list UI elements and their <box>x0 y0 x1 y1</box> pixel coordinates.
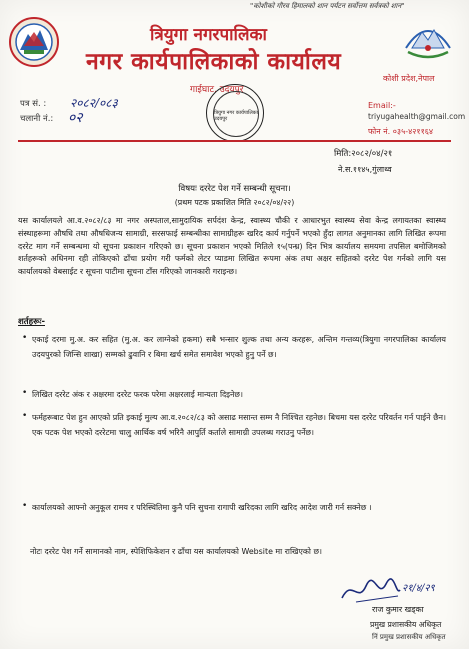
letter-no-label: पत्र सं. : <box>20 99 47 109</box>
koshi-province-logo-icon <box>402 18 454 68</box>
subject-line: विषयः दररेट पेश गर्ने सम्बन्धी सूचना। <box>178 184 291 194</box>
signatory-subtitle: निं प्रमुख प्रशासकीय अधिकृत <box>372 633 446 641</box>
publication-date: (प्रथम पटक प्रकाशित मिति २०८२/०४/२२) <box>174 198 295 207</box>
office-address: गाईघाट, उदयपुर <box>190 85 244 95</box>
bullet-icon: • <box>22 501 28 511</box>
province-name: कोशी प्रदेश,नेपाल <box>383 74 435 83</box>
bullet-icon: • <box>22 333 28 343</box>
stamp-text: त्रियुगा नगर कार्यपालिका उदयपुर <box>214 110 258 122</box>
email-address: triyugahealth@gmail.com <box>368 112 466 121</box>
notice-body: यस कार्यालयले आ.व.२०८२/८३ मा नगर अस्पताल,सामुदायिक सर्पदंश केन्द्र, स्वास्थ्य चौकी र आधारभुत स्वास्थ्य सेवा केन्द्र लगायतका स्वास्थ्य संस्थाहरूमा औषधि तथा औषधिजन्य सामाग्री, सरसफाई सम्बन्धीका सामाग्रीहरू खरिद कार्य गर्नुपर्ने भएको हुँदा लागत अनुमानका लागि लिखित रूपमा दररेट माग गर्ने सम्बन्धमा यो सूचना प्रकाशन गरिएको छ। सूचना प्रकाशन भएको मितिले १५(पन्ध्र) दिन भित्र कार्यालय समयमा तपसिल बमोजिमको शर्तहरूको अधिनमा रही तोकिएको ढाँचा प्रयोग गरी फर्मको लेटर प्याडमा लिखित रूपमा अंक तथा अक्षर सहितको दररेट पेश गर्नको लागि यस कार्यालयको वेबसाईट र सूचना पाटीमा सूचना टाँस गरिएको जानकारी गराइन्छ। <box>18 216 446 277</box>
note-text: नोटः दररेट पेश गर्ने सामानको नाम, स्पेशिफिकेशन र ढाँचा यस कार्यालयको Website मा राखिएको छ। <box>30 547 322 556</box>
dispatch-no: ०२ <box>68 110 83 126</box>
bullet-icon: • <box>22 411 28 421</box>
office-name: त्रियुगा नगरपालिका <box>150 25 267 45</box>
dispatch-no-label: चलानी नं.: <box>20 114 54 124</box>
condition-item: एकाई दरमा मु.अ. कर सहित (मु.अ. कर लाग्नेको हकमा) सबै भन्सार शुल्क तथा अन्य करहरू, अन्तिम गन्तव्य(त्रियुगा नगरपालिका कार्यालय उदयपुरको जिन्सि शाखा) सम्मको ढुवानि र बिमा खर्च समेत समावेश भएको हुनु पर्ने छ। <box>32 335 446 359</box>
phone-number: फोन नं. ०३५-४२११६४ <box>368 127 434 136</box>
header-divider <box>18 140 451 142</box>
nepal-sambat-date: ने.स.११४५,गुंलाथ्व <box>338 165 392 174</box>
conditions-heading: शर्तहरूः- <box>18 317 45 327</box>
signatory-name: राज कुमार खड्का <box>372 605 424 614</box>
email-label: Email:- <box>368 101 396 110</box>
office-title: नगर कार्यपालिकाको कार्यालय <box>86 48 342 75</box>
issue-date: मिति:२०८२/०४/२१ <box>334 149 393 159</box>
motto: "कोशीको गौरव हिमालको शान पर्यटन सर्वोत्तम सर्वत्रको शान" <box>250 2 405 10</box>
nepal-emblem-icon <box>8 16 60 68</box>
signature-date: २१/४/२९ <box>402 583 435 594</box>
condition-item: कार्यालयको आफ्नो अनुकूल रामय र परिस्थितिमा कुनै पनि सुचना रागापी खरिदका लागि खरिद आदेश जारी गर्न सक्नेछ । <box>32 503 372 512</box>
condition-item: फर्महरूबाट पेश हुन आएको प्रति इकाई मुल्य आ.व.२०८२/८३ को असाढ मसान्त सम्म नै निश्चित रहनेछ। बिचमा यस दररेट परिवर्तन गर्न पाईने छैन। एक पटक पेश भएको दररेटमा चालु आर्थिक वर्ष भरिनै आपुर्ति कर्ताले सामाग्री उपलब्ध गराउनु पर्नेछ। <box>32 413 446 437</box>
letter-no: २०८२/०८३ <box>70 96 118 110</box>
condition-item: लिखित दररेट अंक र अक्षरमा दररेट फरक परेमा अक्षरलाई मान्यता दिइनेछ। <box>32 390 243 399</box>
bullet-icon: • <box>22 388 28 398</box>
signatory-title: प्रमुख प्रशासकीय अधिकृत <box>370 620 442 629</box>
